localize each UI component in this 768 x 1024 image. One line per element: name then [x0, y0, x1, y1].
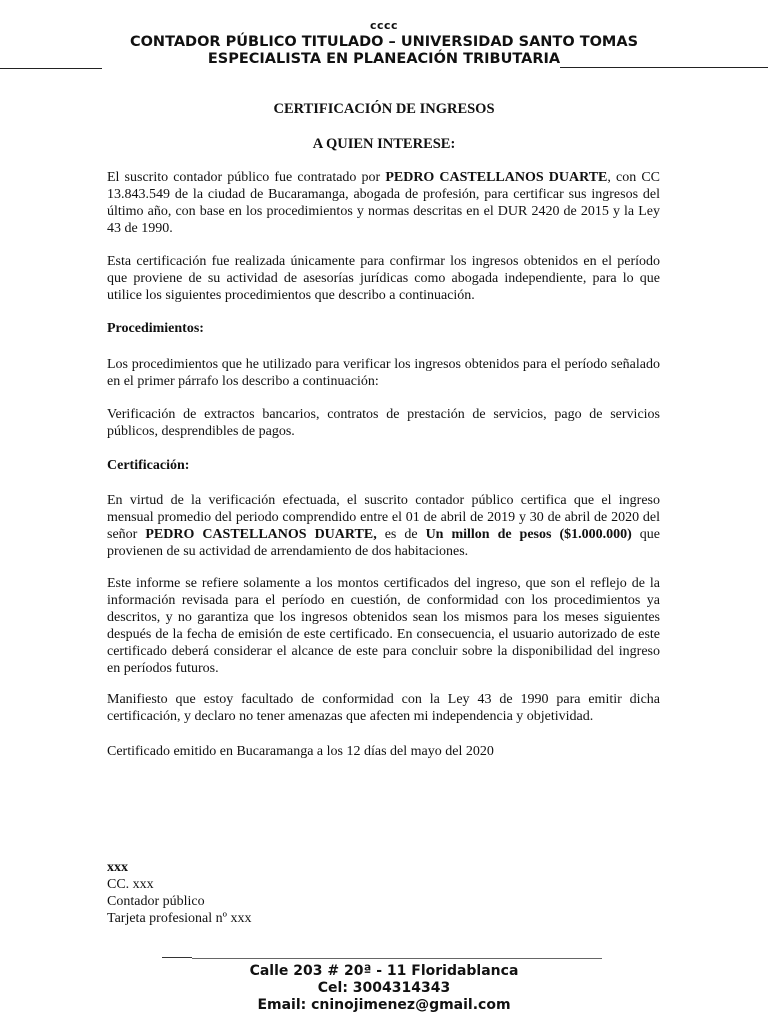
paragraph-procedures-list: Verificación de extractos bancarios, contratos de prestación de servicios, pago de servicios públicos, desprendibles de pagos. [107, 407, 660, 439]
footer-address: Calle 203 # 20ª - 11 Floridablanca [249, 963, 519, 979]
signature-role: Contador público [107, 894, 205, 909]
client-name: PEDRO CASTELLANOS DUARTE, [145, 527, 377, 542]
paragraph-procedures-intro: Los procedimientos que he utilizado para verificar los ingresos obtenidos para el período señalado en el primer párrafo los describo a continuación: [107, 357, 660, 389]
paragraph-certification [107, 492, 660, 560]
signature-id: CC. xxx [107, 877, 154, 892]
signature-license: Tarjeta profesional nº xxx [107, 911, 252, 926]
paragraph-scope: Este informe se refiere solamente a los montos certificados del ingreso, que son el reflejo de la información revisada para el período en cuestión, de conformidad con los procedimientos ya descritos, y no garantiza que los ingresos obtenidos sean los mismos para los meses siguientes después de la fecha de emisión de este certificado. En consecuencia, el usuario autorizado de este certificado deberá considerar el alcance de este para concluir sobre la disponibilidad del ingreso en períodos futuros. [107, 576, 660, 676]
paragraph-text: El suscrito contador público fue contratado por [107, 170, 386, 185]
signature-block [107, 859, 251, 927]
paragraph-text: es de [376, 527, 426, 542]
paragraph-engagement [107, 169, 660, 237]
paragraph-independence: Manifiesto que estoy facultado de conformidad con la Ley 43 de 1990 para emitir dicha certificación, y declaro no tener amenazas que afecten mi independencia y objetividad. [107, 692, 660, 724]
procedures-heading: Procedimientos: [107, 321, 204, 336]
paragraph-issue-date: Certificado emitido en Bucaramanga a los 12 días del mayo del 2020 [107, 744, 494, 759]
footer-divider [162, 957, 192, 958]
document-salutation: A QUIEN INTERESE: [312, 136, 456, 152]
footer-divider [192, 958, 602, 959]
certification-heading: Certificación: [107, 458, 190, 473]
signature-name: xxx [107, 860, 128, 875]
header-divider-right [560, 67, 768, 68]
client-name: PEDRO CASTELLANOS DUARTE [385, 170, 608, 185]
paragraph-text: , con CC 13.843.549 de la ciudad de Bucaramanga, abogada de profesión, para certificar sus ingresos del último año, con base en los procedimientos y normas descritas en el DUR 2420 de 2015 y la Ley 43 de 1990. [107, 170, 661, 236]
header-title: CONTADOR PÚBLICO TITULADO – UNIVERSIDAD SANTO TOMAS [129, 34, 639, 50]
header-subtitle: ESPECIALISTA EN PLANEACIÓN TRIBUTARIA [207, 51, 561, 67]
paragraph-purpose: Esta certificación fue realizada únicamente para confirmar los ingresos obtenidos en el período que proviene de su actividad de asesorías jurídicas como abogada independiente, para lo que utilice los siguientes procedimientos que describo a continuación. [107, 254, 660, 303]
paragraph-text: En virtud de la verificación efectuada, el suscrito contador público certifica que el ingreso mensual promedio del periodo comprendido entre el 01 de abril de 2019 y 30 de abril de 2020 del señor [107, 493, 660, 542]
income-amount: Un millon de pesos ($1.000.000) [425, 527, 632, 542]
paragraph-text: que provienen de su actividad de arrendamiento de dos habitaciones. [107, 527, 660, 559]
document-title: CERTIFICACIÓN DE INGRESOS [273, 101, 495, 117]
footer-phone: Cel: 3004314343 [317, 980, 451, 996]
header-divider-left [0, 68, 102, 69]
footer-email: Email: cninojimenez@gmail.com [257, 997, 511, 1013]
header-name: cccc [369, 19, 399, 32]
